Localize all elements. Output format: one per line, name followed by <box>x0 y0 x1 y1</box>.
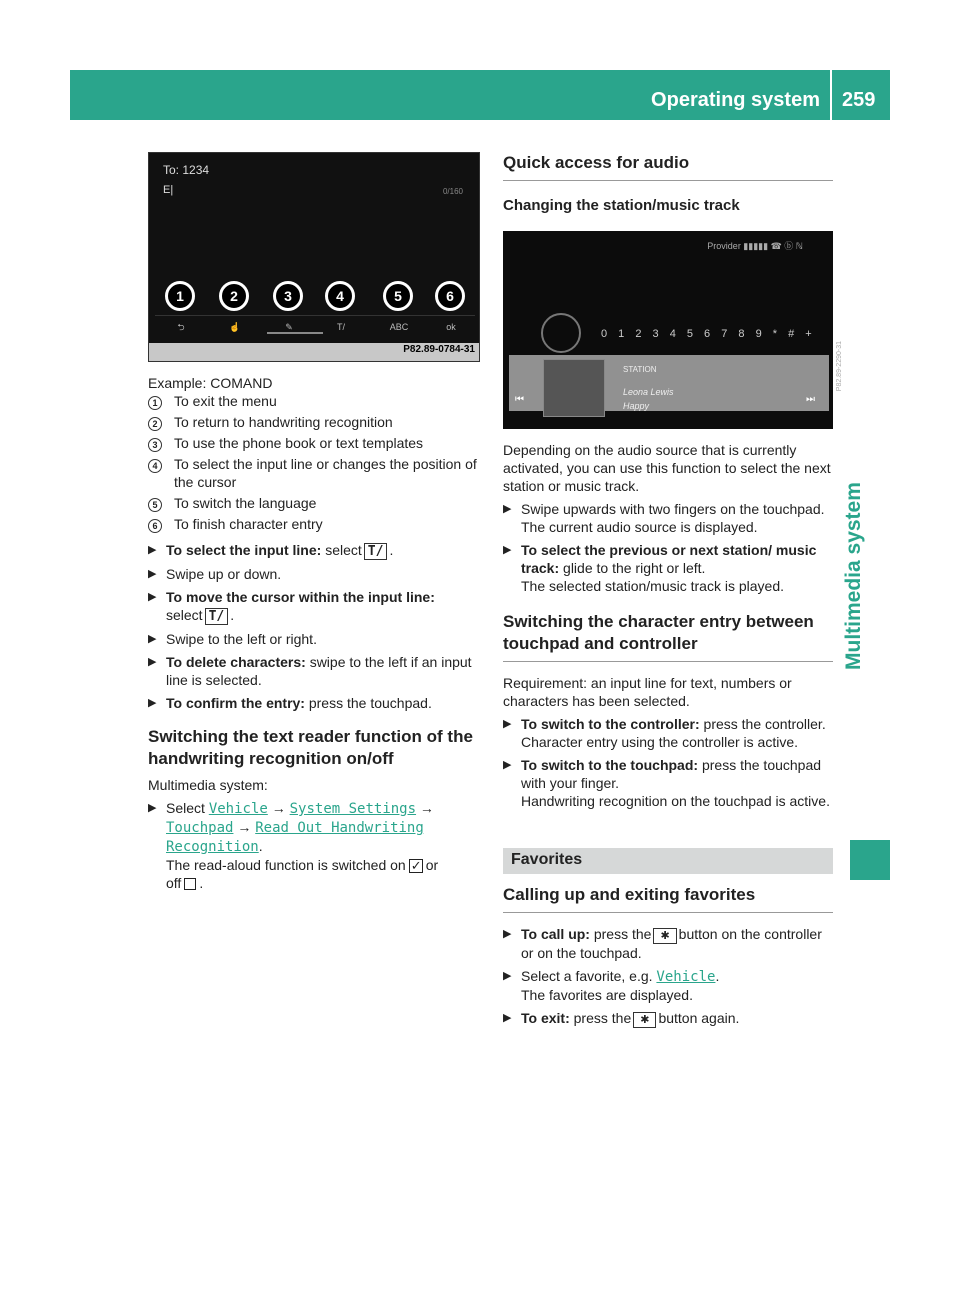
list-item: 1 To exit the menu <box>148 392 480 410</box>
figure-key-row <box>155 315 475 335</box>
section-title-favorites: Calling up and exiting favorites <box>503 884 833 913</box>
step: ▶ To select the previous or next station/ music track: glide to the right or left. The selected station/music track is played. <box>503 542 817 594</box>
step: ▶ To call up: press the ✱ button on the controller or on the touchpad. <box>503 926 822 961</box>
step: ▶ To exit: press the ✱ button again. <box>503 1010 740 1026</box>
subsection-title-change: Changing the station/music track <box>503 197 740 214</box>
arrow-icon: ▶ <box>503 718 512 730</box>
menu-link-read-out-handwriting[interactable]: Read Out Handwriting Recognition <box>166 820 424 855</box>
text-input-key-icon: T/ <box>205 608 229 625</box>
arrow-icon: ▶ <box>148 633 157 645</box>
exit-icon: ⮌ <box>177 322 185 332</box>
pen-icon: ✎ <box>285 322 293 332</box>
requirement-text: Requirement: an input line for text, numbers or characters has been selected. <box>503 675 792 709</box>
section-title-switch: Switching the character entry between touchpad and controller <box>503 611 833 662</box>
checkbox-checked-icon <box>409 859 423 873</box>
change-text: Depending on the audio source that is currently activated, you can use this function to select the next station or music track. <box>503 442 831 494</box>
hand-icon: ☝ <box>229 322 241 332</box>
menu-link-system-settings[interactable]: System Settings <box>289 801 417 817</box>
figure-to-field: To: 1234 <box>163 163 210 177</box>
arrow-icon: ▶ <box>148 568 157 580</box>
figure-station: STATION <box>623 365 657 374</box>
page-number: 259 <box>842 89 876 111</box>
text-input-key-icon: T/ <box>364 543 388 560</box>
ms-intro: Multimedia system: <box>148 777 268 793</box>
favorites-star-key-icon: ✱ <box>653 928 676 944</box>
favorites-star-key-icon: ✱ <box>633 1012 656 1028</box>
right-column <box>503 152 843 1028</box>
previous-track-icon: ⏮ <box>515 394 524 405</box>
arrow-icon: ▶ <box>148 544 157 556</box>
figure-caption: Example: COMAND <box>148 375 273 391</box>
arrow-icon: ▶ <box>148 591 157 603</box>
checkbox-empty-icon <box>184 878 196 890</box>
menu-link-touchpad[interactable]: Touchpad <box>166 820 234 836</box>
step: ▶ To move the cursor within the input line: select T/ . <box>148 589 435 624</box>
ok-icon: ok <box>446 322 456 332</box>
step: ▶ Select a favorite, e.g. Vehicle. The favorites are displayed. <box>503 968 720 1003</box>
figure-dial-digits: 0 1 2 3 4 5 6 7 8 9 * # + <box>601 328 816 340</box>
next-track-icon: ⏭ <box>806 394 815 405</box>
arrow-icon: ▶ <box>503 970 512 982</box>
figure-code: P82.89-2290-31 <box>836 341 843 392</box>
callout-5: 5 <box>383 281 413 311</box>
step: ▶ To switch to the touchpad: press the touchpad with your finger. Handwriting recognition on the touchpad is active. <box>503 757 830 809</box>
list-item: 4 To select the input line or changes the position of the cursor <box>148 455 480 491</box>
figure-artist: Leona Lewis <box>623 387 674 397</box>
step: ▶ Swipe upwards with two fingers on the touchpad. The current audio source is displayed. <box>503 501 825 535</box>
section-title-text-reader: Switching the text reader function of the handwriting recognition on/off <box>148 727 473 768</box>
step: ▶ To select the input line: select T/ . <box>148 542 394 559</box>
figure-track: Happy <box>623 401 650 411</box>
step: ▶ To delete characters: swipe to the left if an input line is selected. <box>148 654 472 688</box>
menu-link-vehicle[interactable]: Vehicle <box>208 801 268 817</box>
arrow-icon: ▶ <box>148 697 157 709</box>
figure-code: P82.89-0784-31 <box>403 344 475 355</box>
album-art-icon <box>543 359 605 417</box>
favorites-band: Favorites <box>503 848 833 874</box>
arrow-icon: ▶ <box>148 656 157 668</box>
list-item: 3 To use the phone book or text templates <box>148 434 480 452</box>
step: ▶ Swipe to the left or right. <box>148 631 317 647</box>
arrow-icon: ▶ <box>503 503 512 515</box>
step: ▶ Select Vehicle → System Settings → Touchpad → Read Out Handwriting Recognition. The read-aloud function is switched on✓ or off . <box>148 799 480 892</box>
section-title-audio: Quick access for audio <box>503 152 833 181</box>
arrow-icon: ▶ <box>503 928 512 940</box>
figure-input-line: E| <box>163 184 174 196</box>
list-item: 6 To finish character entry <box>148 515 480 533</box>
list-item: 2 To return to handwriting recognition <box>148 413 480 431</box>
callout-3: 3 <box>273 281 303 311</box>
controller-knob-icon <box>541 313 581 353</box>
page-title: Operating system <box>651 89 820 111</box>
text-input-icon: T/ <box>337 322 345 332</box>
step: ▶ To switch to the controller: press the controller. Character entry using the controller is active. <box>503 716 826 750</box>
list-item: 5 To switch the language <box>148 494 480 512</box>
arrow-icon: ▶ <box>503 759 512 771</box>
figure-audio-screen <box>503 231 843 429</box>
figure-provider: Provider ▮▮▮▮▮ ☎ ⓑ ℕ <box>707 241 803 251</box>
language-icon: ABC <box>389 322 409 332</box>
menu-link-vehicle-favorite[interactable]: Vehicle <box>656 969 716 985</box>
arrow-icon: ▶ <box>148 802 157 814</box>
side-marker <box>850 840 890 880</box>
left-column <box>148 152 480 892</box>
arrow-icon: ▶ <box>503 544 512 556</box>
callout-6: 6 <box>435 281 465 311</box>
figure-char-count: 0/160 <box>442 187 463 196</box>
step: ▶ To confirm the entry: press the touchpad. <box>148 695 432 711</box>
arrow-icon: ▶ <box>503 1012 512 1024</box>
callout-2: 2 <box>219 281 249 311</box>
callout-1: 1 <box>165 281 195 311</box>
step: ▶ Swipe up or down. <box>148 566 282 582</box>
callout-4: 4 <box>325 281 355 311</box>
figure-comand-handwriting <box>148 152 480 362</box>
